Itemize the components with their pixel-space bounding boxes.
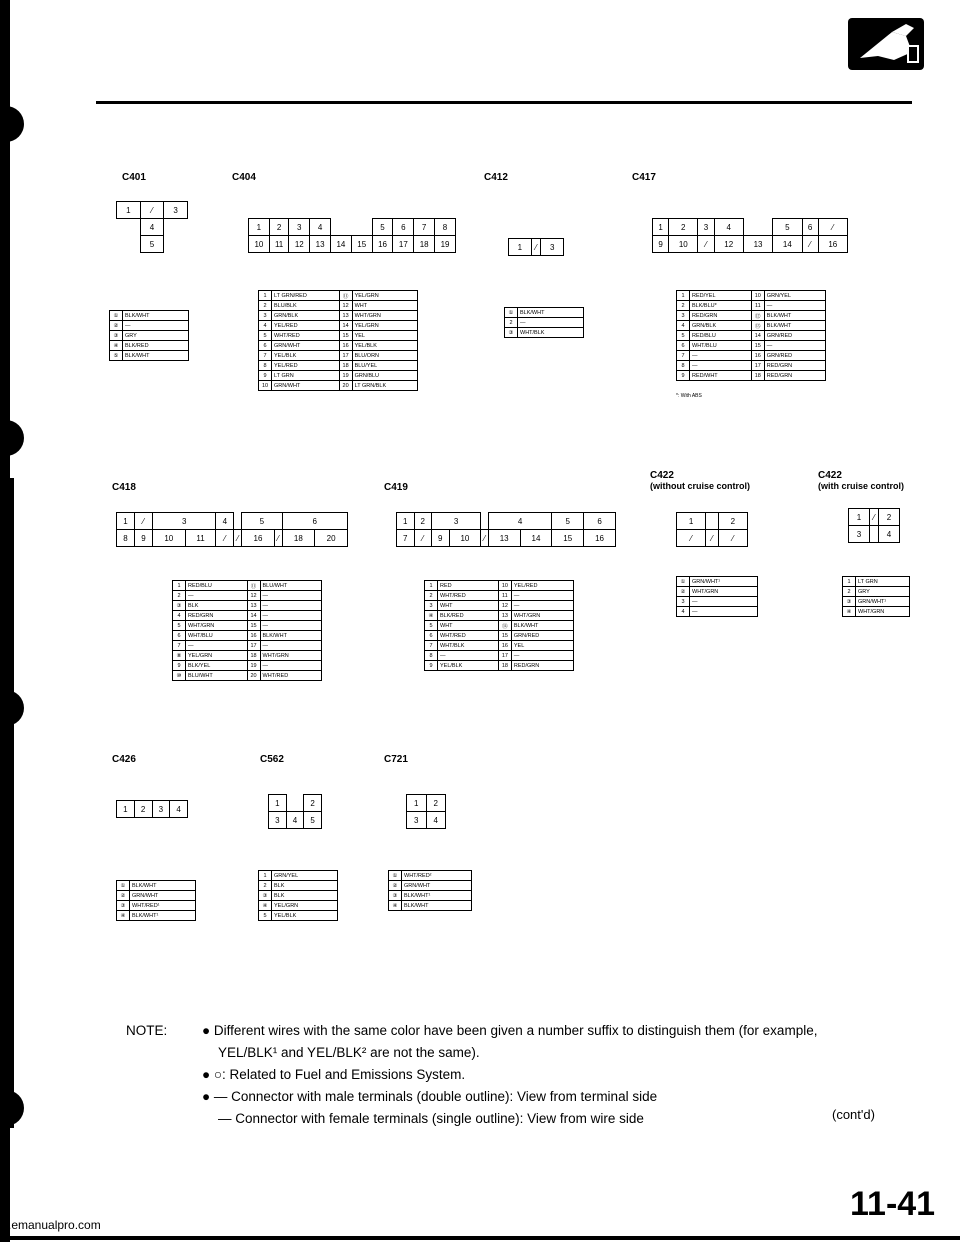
pin-row: 4 RED/GRN 14 — <box>173 611 322 621</box>
connector-title: C417 <box>632 172 656 183</box>
pin-table-c721: ① WHT/RED² ② GRN/WHT ③ BLK/WHT¹ ④ BLK/WHT <box>388 870 472 911</box>
continued-label: (cont'd) <box>832 1107 875 1122</box>
note-line: ● — Connector with male terminals (double outline): View from terminal side <box>202 1089 658 1104</box>
bottom-rule <box>0 1236 960 1240</box>
binder-hole <box>0 1090 24 1126</box>
note-line: ● ○: Related to Fuel and Emissions System. <box>202 1067 466 1082</box>
pin-row: 1 RED 10 YEL/RED <box>425 581 574 591</box>
connector-title: C422 (with cruise control) <box>818 470 905 491</box>
binder-hole <box>0 106 24 142</box>
pin-row: 5 WHT/GRN 15 — <box>173 621 322 631</box>
pin-row: 6 GRN/WHT 16 YEL/BLK <box>259 341 418 351</box>
pin-row: 8 — 17 — <box>425 651 574 661</box>
connector-section-icon <box>848 18 924 70</box>
binder-hole <box>0 690 24 726</box>
footnote: *: With ABS <box>676 393 702 399</box>
pin-row: 7 — 16 GRN/RED <box>677 351 826 361</box>
pin-table-c418 <box>172 580 322 681</box>
pin-table-c562: 1 GRN/YEL 2 BLK ③ BLK ④ YEL/GRN 5 YEL/BLK <box>258 870 338 921</box>
pin-row: 1 LT GRN/RED ⑪ YEL/GRN <box>259 291 418 301</box>
pin-row: 8 — 17 RED/GRN <box>677 361 826 371</box>
note-line: — Connector with female terminals (single outline): View from wire side <box>218 1111 644 1126</box>
connector-c721-face: 1 2 3 4 <box>406 794 446 829</box>
connector-title: C422 (without cruise control) <box>650 470 750 491</box>
connector-title: C419 <box>384 482 408 493</box>
pin-row: 1 RED/YEL 10 GRN/YEL <box>677 291 826 301</box>
pin-row: 9 BLK/YEL 19 — <box>173 661 322 671</box>
connector-title: C418 <box>112 482 136 493</box>
connector-c426-face: 1 2 3 4 <box>116 800 188 818</box>
note-line: YEL/BLK¹ and YEL/BLK² are not the same). <box>218 1045 480 1060</box>
pin-row: 7 WHT/BLK 16 YEL <box>425 641 574 651</box>
binder-hole <box>0 420 24 456</box>
pin-row: 1 RED/BLU ⑪ BLU/WHT <box>173 581 322 591</box>
connector-title: C412 <box>484 172 508 183</box>
pin-row: 6 WHT/BLU 16 BLK/WHT <box>173 631 322 641</box>
connector-c412-face: 1 ⁄ 3 <box>508 238 564 256</box>
note-line: ● Different wires with the same color have been given a number suffix to distinguish them (for example, <box>202 1023 818 1038</box>
pin-row: 3 RED/GRN ⑫ BLK/WHT <box>677 311 826 321</box>
connector-title: C426 <box>112 754 136 765</box>
pin-table-c417 <box>676 290 826 381</box>
pin-table-c412: ① BLK/WHT 2 — ③ WHT/BLK <box>504 307 584 338</box>
pin-row: 9 YEL/BLK 18 RED/GRN <box>425 661 574 671</box>
pin-row: ④ BLK/RED 13 WHT/GRN <box>425 611 574 621</box>
connector-title: C401 <box>122 172 146 183</box>
header-rule <box>96 101 912 104</box>
pin-table-c422-with-cruise: 1 LT GRN 2 GRY ③ GRN/WHT¹ ④ WHT/GRN <box>842 576 910 617</box>
pin-row: 7 YEL/BLK 17 BLU/ORN <box>259 351 418 361</box>
pin-row: 3 WHT 12 — <box>425 601 574 611</box>
page-number: 11-41 <box>850 1185 936 1223</box>
connector-c562-face: 1 2 3 4 5 <box>268 794 322 829</box>
pin-row: 6 WHT/BLU 15 — <box>677 341 826 351</box>
connector-c417-face: 1 2 3 4 5 6 ⁄ 9 10 ⁄ 12 13 14 ⁄ 16 <box>652 218 848 253</box>
pin-row: 9 RED/WHT 18 RED/GRN <box>677 371 826 381</box>
pin-row: 10 GRN/WHT 20 LT GRN/BLK <box>259 381 418 391</box>
pin-row: 5 WHT/RED 15 YEL <box>259 331 418 341</box>
pin-table-c426: ① BLK/WHT ② GRN/WHT ③ WHT/RED¹ ④ BLK/WHT¹ <box>116 880 196 921</box>
pin-row: ⑧ YEL/GRN 18 WHT/GRN <box>173 651 322 661</box>
pin-row: 3 GRN/BLK 13 WHT/GRN <box>259 311 418 321</box>
pin-row: 2 BLU/BLK 12 WHT <box>259 301 418 311</box>
pin-row: 5 RED/BLU 14 GRN/RED <box>677 331 826 341</box>
connector-c419-face: 1 2 3 4 5 6 7 ⁄ 9 10 ⁄ 13 14 15 16 <box>396 512 616 547</box>
pin-row: 9 LT GRN 19 GRN/BLU <box>259 371 418 381</box>
pin-row: 8 YEL/RED 18 BLU/YEL <box>259 361 418 371</box>
pin-row: ⑩ BLU/WHT 20 WHT/RED <box>173 671 322 681</box>
connector-c401-face: 1 ⁄ 3 4 5 <box>116 201 188 253</box>
connector-c422-face-without-cruise: 1 2 ⁄ ⁄ ⁄ <box>676 512 748 547</box>
website-link[interactable]: w.emanualpro.com <box>0 1218 101 1232</box>
pin-row: 6 WHT/RED 15 GRN/RED <box>425 631 574 641</box>
left-binding-bar-thick <box>0 478 14 1128</box>
pin-row: 7 — 17 — <box>173 641 322 651</box>
connector-c422-face-with-cruise: 1 ⁄ 2 3 4 <box>848 508 900 543</box>
pin-table-c404 <box>258 290 418 391</box>
pin-row: 5 WHT ⑭ BLK/WHT <box>425 621 574 631</box>
connector-c404-face: 1 2 3 4 5 6 7 8 10 11 12 13 14 15 16 17 18 19 <box>248 218 456 253</box>
connector-title: C721 <box>384 754 408 765</box>
pin-table-c401: ① BLK/WHT ② — ③ GRY ④ BLK/RED ⑤ BLK/WHT <box>109 310 189 361</box>
pin-row: 2 — 12 — <box>173 591 322 601</box>
pin-row: 2 WHT/RED 11 — <box>425 591 574 601</box>
pin-row: 4 YEL/RED 14 YEL/GRN <box>259 321 418 331</box>
pin-table-c419 <box>424 580 574 671</box>
connector-title: C562 <box>260 754 284 765</box>
note-label: NOTE: <box>126 1023 168 1038</box>
pin-row: 4 GRN/BLK ⑬ BLK/WHT <box>677 321 826 331</box>
connector-title: C404 <box>232 172 256 183</box>
connector-c418-face: 1 ⁄ 3 4 5 6 8 9 10 11 ⁄ ⁄ 16 ⁄ 18 20 <box>116 512 348 547</box>
pin-row: ③ BLK 13 — <box>173 601 322 611</box>
pin-row: 2 BLK/BLU* 11 — <box>677 301 826 311</box>
pin-table-c422-without-cruise: ① GRN/WHT¹ ② WHT/GRN 3 — 4 — <box>676 576 758 617</box>
